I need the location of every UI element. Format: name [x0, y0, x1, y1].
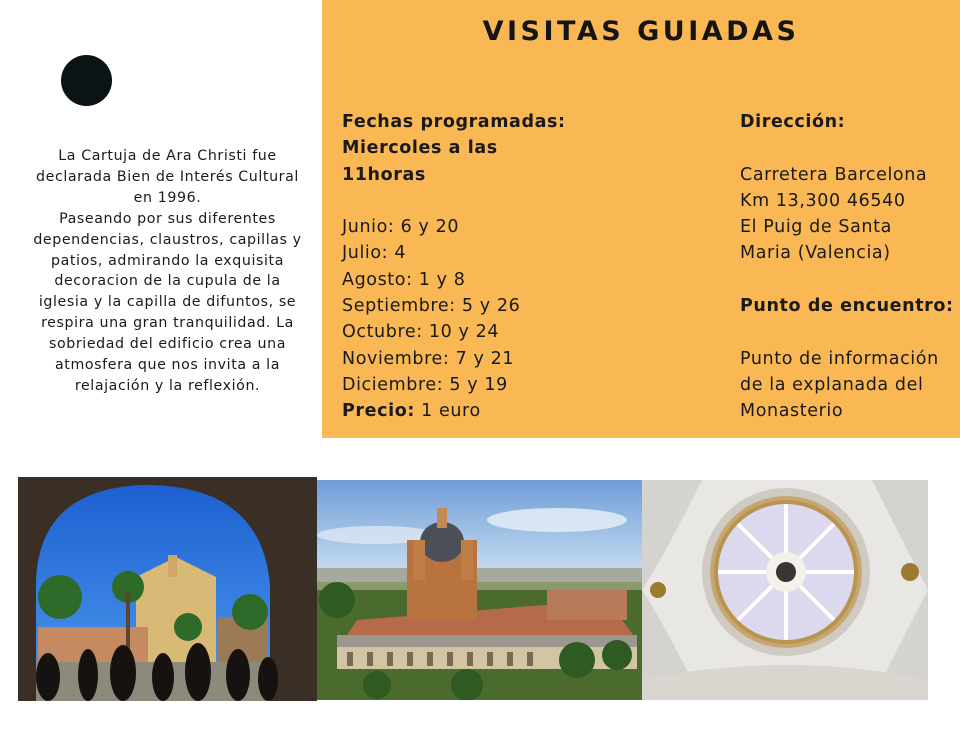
page-title: VISITAS GUIADAS — [482, 16, 800, 47]
date-item: Noviembre: 7 y 21 — [342, 348, 515, 369]
price-value: 1 euro — [421, 401, 481, 422]
address-line: El Puig de Santa — [740, 217, 892, 238]
intro-paragraph-1: La Cartuja de Ara Christi fue declarada Bien de Interés Cultural en 1996. — [36, 148, 299, 206]
schedule-column — [342, 109, 702, 425]
date-item: Octubre: 10 y 24 — [342, 322, 500, 343]
price-label: Precio: — [342, 401, 415, 422]
monastery-aerial-photo — [317, 480, 642, 700]
cloister-arch-photo — [18, 477, 317, 701]
meeting-point-line: de la explanada del — [740, 374, 924, 395]
date-item: Junio: 6 y 20 — [342, 217, 460, 238]
intro-text — [30, 146, 305, 397]
date-item: Septiembre: 5 y 26 — [342, 296, 521, 317]
schedule-heading-line-2: Miercoles a las — [342, 138, 498, 159]
intro-paragraph-2: Paseando por sus diferentes dependencias, claustros, capillas y patios, admirando la exquisita decoracion de la cupula de la iglesia y la capilla de difuntos, se respira una gran tranquilidad. La sobriedad del edificio crea una atmosfera que nos invita a la relajación y la reflexión. — [33, 210, 302, 394]
dome-interior-photo — [642, 480, 928, 700]
schedule-heading: Fechas programadas: — [342, 112, 566, 132]
price-line — [342, 398, 702, 424]
date-item: Julio: 4 — [342, 243, 407, 264]
address-line: Carretera Barcelona — [740, 164, 928, 185]
date-item: Agosto: 1 y 8 — [342, 269, 466, 290]
meeting-point-heading: Punto de encuentro: — [740, 296, 954, 317]
meeting-point-line: Monasterio — [740, 401, 844, 422]
schedule-heading-line-3: 11horas — [342, 164, 426, 185]
address-line: Km 13,300 46540 — [740, 190, 906, 211]
info-panel — [322, 0, 960, 438]
address-line: Maria (Valencia) — [740, 243, 891, 264]
address-heading: Dirección: — [740, 112, 846, 132]
decorative-dot — [61, 55, 112, 106]
address-column — [740, 109, 955, 425]
meeting-point-line: Punto de información — [740, 348, 939, 369]
date-item: Diciembre: 5 y 19 — [342, 374, 508, 395]
